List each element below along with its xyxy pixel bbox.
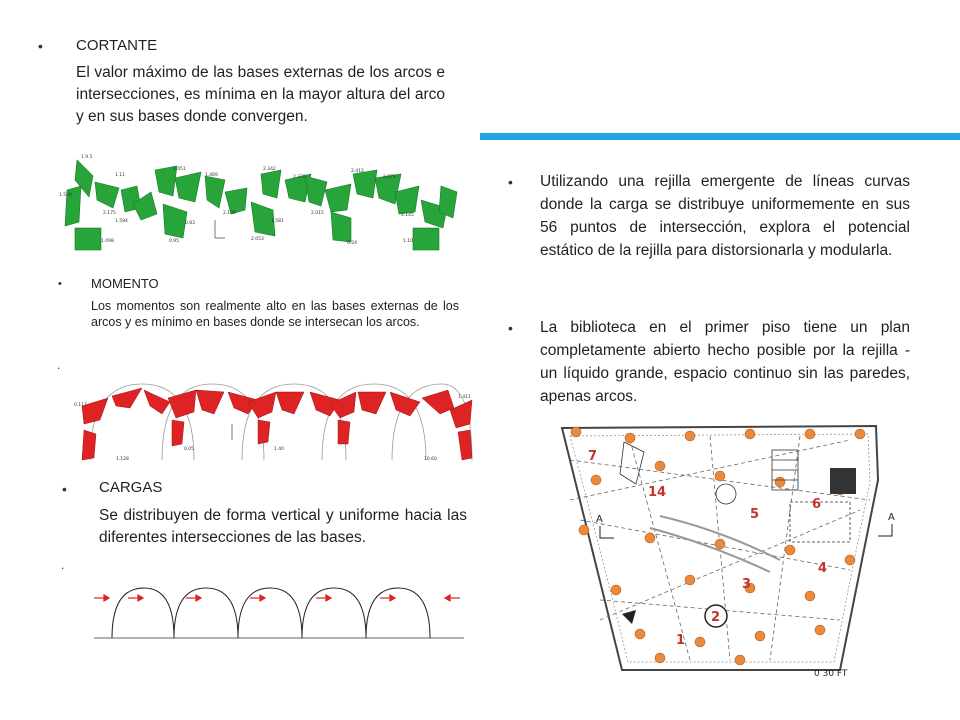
shear-label: 2.145 <box>401 213 414 218</box>
shear-label: 0.83 <box>185 221 196 226</box>
shear-label: 2.370 <box>293 175 306 180</box>
library-floor-plan <box>540 420 900 678</box>
bullet-dot-cortante: • <box>38 38 43 54</box>
shear-label: 0.24 <box>347 241 358 246</box>
moment-block <box>172 420 184 446</box>
shear-label: 2.139 <box>223 211 236 216</box>
loads-diagram <box>88 582 470 644</box>
text-momento: Los momentos son realmente alto en las bases externas de los arcos y es mínimo en bases donde se intersecan los arcos. <box>91 299 459 329</box>
shear-block <box>65 186 81 226</box>
shear-label: 2.342 <box>263 167 276 172</box>
core-block <box>830 468 856 494</box>
shear-block <box>305 176 327 206</box>
shear-label: 2.053 <box>251 237 264 242</box>
grid-node <box>611 585 621 595</box>
grid-node <box>735 655 745 665</box>
moment-block <box>330 392 356 418</box>
text-cargas: Se distribuyen de forma vertical y uniforme hacia las diferentes intersecciones de las bases. <box>99 507 467 546</box>
grid-node <box>815 625 825 635</box>
shear-force-diagram <box>55 152 470 252</box>
room-number: 5 <box>750 507 760 522</box>
shear-label: 1.594 <box>115 219 128 224</box>
moment-block <box>112 388 142 408</box>
shear-label: 2.072 <box>383 175 396 180</box>
shear-label: 1.451 <box>173 167 186 172</box>
grid-node <box>579 525 589 535</box>
moment-block <box>258 420 270 444</box>
grid-node <box>805 591 815 601</box>
shear-block <box>175 172 201 202</box>
moment-label: 1.40 <box>274 447 285 452</box>
grid-node <box>571 427 581 437</box>
grid-node <box>775 477 785 487</box>
moment-label: 0.05 <box>184 447 195 452</box>
moment-block <box>168 390 196 418</box>
section-marker-left: A <box>596 514 603 525</box>
shear-label: 2.175 <box>103 211 116 216</box>
shear-block <box>261 170 281 198</box>
moment-label: 1.128 <box>116 457 129 462</box>
shear-label: 1.581 <box>271 219 284 224</box>
grid-node <box>655 653 665 663</box>
moment-block <box>144 390 170 414</box>
room-number: 1 <box>676 633 686 648</box>
heading-cortante: CORTANTE <box>76 37 158 54</box>
room-number: 3 <box>742 577 752 592</box>
shear-label: 2.412 <box>351 169 364 174</box>
shear-label: 1.10 <box>403 239 414 244</box>
shear-block <box>439 186 457 218</box>
room-number: 2 <box>711 610 721 625</box>
scale-bar-label: 0 30 FT <box>814 669 848 678</box>
text-right-1: Utilizando una rejilla emergente de líneas curvas donde la carga se distribuye uniformemente en sus 56 puntos de intersección, explora el potencial estático de la rejilla para distorsionarla y modularla. <box>540 173 910 259</box>
text-cortante: El valor máximo de las bases externas de los arcos e intersecciones, es mínima en la mayor altura del arco y en sus bases donde convergen. <box>76 64 445 125</box>
moment-label: 10.60 <box>424 457 437 462</box>
shear-block <box>205 176 225 208</box>
moment-block <box>338 420 350 444</box>
room-number: 7 <box>588 449 598 464</box>
shear-block <box>353 170 377 198</box>
moment-block <box>248 392 276 418</box>
grid-node <box>745 429 755 439</box>
moment-label: 0.117 <box>74 403 87 408</box>
room-number: 6 <box>812 497 822 512</box>
grid-node <box>685 575 695 585</box>
stray-dot: . <box>57 358 61 372</box>
text-right-2: La biblioteca en el primer piso tiene un plan completamente abierto hecho posible por la rejilla - un líquido grande, espacio continuo sin las paredes, apenas arcos. <box>540 319 910 405</box>
stray-dot: . <box>61 558 65 572</box>
bullet-dot-momento: • <box>58 278 62 290</box>
grid-node <box>805 429 815 439</box>
shear-block <box>413 228 439 250</box>
shear-block <box>75 228 101 250</box>
room-number: 14 <box>648 485 667 500</box>
shear-block <box>325 184 351 212</box>
shear-label: 1.9.5 <box>81 155 93 160</box>
shear-label: 0.95 <box>169 239 180 244</box>
bullet-dot-cargas: • <box>62 481 67 497</box>
shear-block <box>163 204 187 238</box>
shear-block <box>395 186 419 214</box>
shear-label: 1.098 <box>101 239 114 244</box>
grid-node <box>715 471 725 481</box>
shear-block <box>95 182 119 208</box>
grid-node <box>635 629 645 639</box>
moment-block <box>82 430 96 460</box>
moment-block <box>196 390 224 414</box>
shear-block <box>331 212 351 242</box>
grid-node <box>755 631 765 641</box>
section-marker-right: A <box>888 512 895 523</box>
moment-label: 1.411 <box>458 395 471 400</box>
moment-block <box>422 390 454 414</box>
grid-node <box>715 539 725 549</box>
shear-label: 1.469 <box>205 173 218 178</box>
grid-node <box>591 475 601 485</box>
room-number: 4 <box>818 561 828 576</box>
grid-node <box>625 433 635 443</box>
moment-block <box>276 392 304 414</box>
moment-block <box>358 392 386 414</box>
grid-node <box>655 461 665 471</box>
grid-node <box>645 533 655 543</box>
shear-label: 1.500 <box>59 193 72 198</box>
moment-block <box>82 398 108 424</box>
grid-node <box>695 637 705 647</box>
grid-node <box>855 429 865 439</box>
shear-label: 2.015 <box>311 211 324 216</box>
grid-node <box>845 555 855 565</box>
moment-block <box>458 430 472 460</box>
heading-cargas: CARGAS <box>99 479 163 496</box>
moment-block <box>450 400 472 428</box>
grid-node <box>785 545 795 555</box>
shear-label: 1.11 <box>115 173 126 178</box>
accent-divider <box>480 133 960 140</box>
moment-block <box>390 392 420 416</box>
bending-moment-diagram <box>72 380 482 464</box>
heading-momento: MOMENTO <box>91 276 159 291</box>
bullet-dot-right-2: • <box>508 320 513 336</box>
bullet-dot-right-1: • <box>508 174 513 190</box>
grid-node <box>685 431 695 441</box>
